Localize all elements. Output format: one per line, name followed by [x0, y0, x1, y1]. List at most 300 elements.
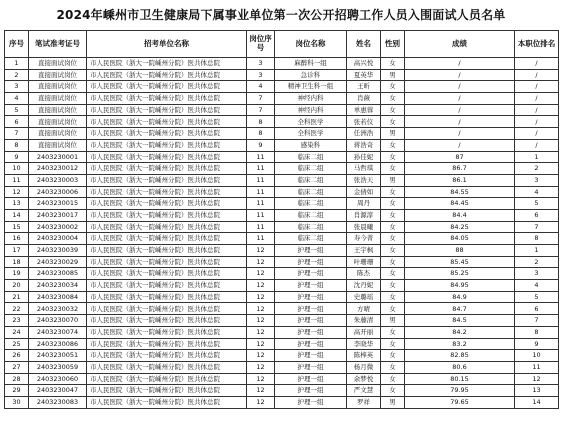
cell-post-name: 临床二组	[275, 209, 347, 221]
cell-rank: 7	[515, 315, 559, 327]
cell-gender: 女	[381, 139, 405, 151]
cell-exam-id: 2403230032	[29, 303, 87, 315]
cell-post-name: 临床二组	[275, 221, 347, 233]
table-row	[5, 268, 559, 280]
cell-unit: 市人民医院（浙大一院嵊州分院）医共体总院	[87, 361, 247, 373]
cell-rank: 3	[515, 174, 559, 186]
cell-gender: 男	[381, 128, 405, 140]
cell-post-no: 12	[247, 303, 275, 315]
cell-gender: 女	[381, 361, 405, 373]
document-title: 2024年嵊州市卫生健康局下属事业单位第一次公开招聘工作人员入围面试人员名单	[56, 8, 506, 22]
cell-index: 19	[5, 268, 29, 280]
cell-score: 80.15	[405, 373, 515, 385]
table-row	[5, 116, 559, 128]
table-row	[5, 256, 559, 268]
cell-post-name: 全科医学	[275, 128, 347, 140]
cell-score: 84.25	[405, 221, 515, 233]
table-row	[5, 373, 559, 385]
cell-index: 5	[5, 104, 29, 116]
cell-name: 杨月微	[347, 361, 381, 373]
cell-gender: 女	[381, 373, 405, 385]
cell-post-no: 9	[247, 139, 275, 151]
cell-rank: 4	[515, 280, 559, 292]
cell-score: 79.95	[405, 385, 515, 397]
cell-name: 王昕	[347, 81, 381, 93]
cell-exam-id: 直接面试岗位	[29, 81, 87, 93]
cell-post-name: 急诊科	[275, 69, 347, 81]
cell-unit: 市人民医院（浙大一院嵊州分院）医共体总院	[87, 373, 247, 385]
table-row	[5, 58, 559, 70]
table-row	[5, 233, 559, 245]
cell-rank: 12	[515, 373, 559, 385]
cell-index: 9	[5, 151, 29, 163]
cell-rank: 6	[515, 209, 559, 221]
cell-rank: /	[515, 58, 559, 70]
cell-index: 6	[5, 116, 29, 128]
cell-exam-id: 直接面试岗位	[29, 116, 87, 128]
cell-gender: 女	[381, 256, 405, 268]
cell-rank: 7	[515, 221, 559, 233]
cell-index: 14	[5, 209, 29, 221]
cell-post-name: 全科医学	[275, 116, 347, 128]
cell-rank: /	[515, 116, 559, 128]
table-row	[5, 81, 559, 93]
table-row	[5, 163, 559, 175]
cell-unit: 市人民医院（浙大一院嵊州分院）医共体总院	[87, 396, 247, 408]
cell-exam-id: 2403230070	[29, 315, 87, 327]
table-row	[5, 385, 559, 397]
cell-name: 张晨曦	[347, 221, 381, 233]
cell-post-no: 11	[247, 174, 275, 186]
table-row	[5, 186, 559, 198]
cell-index: 29	[5, 385, 29, 397]
cell-unit: 市人民医院（浙大一院嵊州分院）医共体总院	[87, 338, 247, 350]
cell-exam-id: 直接面试岗位	[29, 58, 87, 70]
cell-exam-id: 2403230003	[29, 174, 87, 186]
cell-index: 8	[5, 139, 29, 151]
cell-gender: 女	[381, 81, 405, 93]
cell-index: 26	[5, 350, 29, 362]
cell-score: /	[405, 104, 515, 116]
cell-name: 金倩如	[347, 186, 381, 198]
cell-name: 朱藤清	[347, 315, 381, 327]
cell-post-name: 神经内科	[275, 104, 347, 116]
cell-rank: /	[515, 81, 559, 93]
cell-unit: 市人民医院（浙大一院嵊州分院）医共体总院	[87, 151, 247, 163]
header-name: 姓名	[347, 31, 381, 58]
cell-name: 夏英华	[347, 69, 381, 81]
cell-index: 25	[5, 338, 29, 350]
cell-score: 84.7	[405, 303, 515, 315]
cell-unit: 市人民医院（浙大一院嵊州分院）医共体总院	[87, 350, 247, 362]
table-row	[5, 198, 559, 210]
cell-rank: 14	[515, 396, 559, 408]
header-post-no: 岗位序号	[247, 31, 275, 58]
cell-name: 史璐瑶	[347, 291, 381, 303]
cell-name: 马哲琪	[347, 163, 381, 175]
cell-exam-id: 直接面试岗位	[29, 93, 87, 105]
cell-gender: 女	[381, 58, 405, 70]
cell-name: 李晓华	[347, 338, 381, 350]
cell-rank: 5	[515, 291, 559, 303]
cell-post-name: 护理一组	[275, 373, 347, 385]
cell-rank: 1	[515, 151, 559, 163]
cell-name: 张浩天	[347, 174, 381, 186]
table-body	[5, 58, 559, 409]
cell-index: 21	[5, 291, 29, 303]
cell-post-name: 护理一组	[275, 245, 347, 257]
cell-rank: 2	[515, 256, 559, 268]
cell-index: 2	[5, 69, 29, 81]
cell-gender: 女	[381, 338, 405, 350]
cell-gender: 女	[381, 350, 405, 362]
cell-rank: 9	[515, 338, 559, 350]
cell-gender: 男	[381, 69, 405, 81]
cell-post-name: 临床二组	[275, 151, 347, 163]
cell-exam-id: 2403230060	[29, 373, 87, 385]
cell-rank: 6	[515, 303, 559, 315]
cell-score: 88	[405, 245, 515, 257]
cell-name: 余梦悦	[347, 373, 381, 385]
cell-rank: 8	[515, 326, 559, 338]
cell-name: 张若仪	[347, 116, 381, 128]
cell-score: 83.2	[405, 338, 515, 350]
table-row	[5, 361, 559, 373]
cell-gender: 女	[381, 163, 405, 175]
cell-unit: 市人民医院（浙大一院嵊州分院）医共体总院	[87, 104, 247, 116]
cell-name: 任洲浩	[347, 128, 381, 140]
cell-exam-id: 2403230085	[29, 268, 87, 280]
header-unit: 招考单位名称	[87, 31, 247, 58]
cell-name: 陈杰	[347, 268, 381, 280]
cell-score: 86.1	[405, 174, 515, 186]
cell-unit: 市人民医院（浙大一院嵊州分院）医共体总院	[87, 315, 247, 327]
cell-gender: 女	[381, 151, 405, 163]
cell-index: 1	[5, 58, 29, 70]
cell-score: 85.25	[405, 268, 515, 280]
cell-exam-id: 2403230012	[29, 163, 87, 175]
cell-post-no: 11	[247, 198, 275, 210]
table-row	[5, 350, 559, 362]
cell-exam-id: 直接面试岗位	[29, 69, 87, 81]
cell-exam-id: 直接面试岗位	[29, 139, 87, 151]
cell-name: 沈丹妮	[347, 280, 381, 292]
table-row	[5, 69, 559, 81]
header-gender: 性别	[381, 31, 405, 58]
cell-unit: 市人民医院（浙大一院嵊州分院）医共体总院	[87, 303, 247, 315]
cell-post-name: 护理一组	[275, 385, 347, 397]
cell-exam-id: 2403230029	[29, 256, 87, 268]
cell-name: 严文慧	[347, 385, 381, 397]
cell-gender: 女	[381, 303, 405, 315]
cell-post-no: 3	[247, 58, 275, 70]
cell-post-no: 3	[247, 69, 275, 81]
cell-post-no: 12	[247, 373, 275, 385]
cell-post-no: 12	[247, 268, 275, 280]
cell-score: /	[405, 128, 515, 140]
cell-index: 16	[5, 233, 29, 245]
cell-gender: 女	[381, 280, 405, 292]
cell-rank: /	[515, 128, 559, 140]
cell-index: 12	[5, 186, 29, 198]
cell-post-name: 护理一组	[275, 361, 347, 373]
cell-post-name: 感染科	[275, 139, 347, 151]
cell-post-no: 12	[247, 338, 275, 350]
header-exam-id: 笔试准考证号	[29, 31, 87, 58]
cell-post-no: 12	[247, 385, 275, 397]
cell-gender: 女	[381, 186, 405, 198]
cell-post-name: 护理一组	[275, 280, 347, 292]
cell-score: 84.55	[405, 186, 515, 198]
cell-unit: 市人民医院（浙大一院嵊州分院）医共体总院	[87, 280, 247, 292]
cell-gender: 女	[381, 198, 405, 210]
cell-post-no: 12	[247, 350, 275, 362]
cell-index: 4	[5, 93, 29, 105]
cell-index: 24	[5, 326, 29, 338]
cell-unit: 市人民医院（浙大一院嵊州分院）医共体总院	[87, 58, 247, 70]
cell-gender: 男	[381, 174, 405, 186]
cell-unit: 市人民医院（浙大一院嵊州分院）医共体总院	[87, 256, 247, 268]
cell-index: 20	[5, 280, 29, 292]
cell-post-name: 临床二组	[275, 163, 347, 175]
cell-score: /	[405, 93, 515, 105]
cell-post-name: 神经内科	[275, 93, 347, 105]
cell-unit: 市人民医院（浙大一院嵊州分院）医共体总院	[87, 128, 247, 140]
cell-name: 高开丽	[347, 326, 381, 338]
table-row	[5, 139, 559, 151]
cell-unit: 市人民医院（浙大一院嵊州分院）医共体总院	[87, 69, 247, 81]
cell-name: 高兴悦	[347, 58, 381, 70]
cell-post-name: 护理一组	[275, 315, 347, 327]
cell-unit: 市人民医院（浙大一院嵊州分院）医共体总院	[87, 326, 247, 338]
cell-score: /	[405, 58, 515, 70]
cell-gender: 女	[381, 209, 405, 221]
cell-post-no: 12	[247, 280, 275, 292]
cell-post-name: 临床二组	[275, 174, 347, 186]
table-row	[5, 315, 559, 327]
cell-exam-id: 直接面试岗位	[29, 104, 87, 116]
cell-exam-id: 2403230084	[29, 291, 87, 303]
cell-exam-id: 2403230006	[29, 186, 87, 198]
cell-post-no: 12	[247, 245, 275, 257]
cell-post-no: 11	[247, 151, 275, 163]
cell-rank: 13	[515, 385, 559, 397]
cell-unit: 市人民医院（浙大一院嵊州分院）医共体总院	[87, 209, 247, 221]
cell-post-name: 护理一组	[275, 291, 347, 303]
cell-score: 84.2	[405, 326, 515, 338]
cell-name: 肖薇	[347, 93, 381, 105]
cell-post-no: 12	[247, 396, 275, 408]
cell-score: 84.5	[405, 315, 515, 327]
cell-name: 蒋浩奇	[347, 139, 381, 151]
cell-score: 84.9	[405, 291, 515, 303]
cell-score: 86.7	[405, 163, 515, 175]
cell-post-name: 精神卫生科一组	[275, 81, 347, 93]
cell-index: 23	[5, 315, 29, 327]
cell-exam-id: 2403230039	[29, 245, 87, 257]
table-row	[5, 104, 559, 116]
table-row	[5, 326, 559, 338]
cell-score: 84.45	[405, 198, 515, 210]
cell-exam-id: 2403230074	[29, 326, 87, 338]
table-row	[5, 128, 559, 140]
cell-index: 22	[5, 303, 29, 315]
cell-unit: 市人民医院（浙大一院嵊州分院）医共体总院	[87, 245, 247, 257]
cell-index: 30	[5, 396, 29, 408]
cell-gender: 男	[381, 396, 405, 408]
cell-exam-id: 2403230047	[29, 385, 87, 397]
cell-post-no: 12	[247, 361, 275, 373]
cell-post-no: 12	[247, 326, 275, 338]
table-row	[5, 93, 559, 105]
cell-unit: 市人民医院（浙大一院嵊州分院）医共体总院	[87, 139, 247, 151]
cell-unit: 市人民医院（浙大一院嵊州分院）医共体总院	[87, 198, 247, 210]
cell-exam-id: 直接面试岗位	[29, 128, 87, 140]
cell-exam-id: 2403230034	[29, 280, 87, 292]
cell-post-name: 护理一组	[275, 303, 347, 315]
cell-rank: /	[515, 93, 559, 105]
cell-name: 罗祥	[347, 396, 381, 408]
cell-gender: 女	[381, 221, 405, 233]
cell-score: /	[405, 81, 515, 93]
cell-rank: /	[515, 69, 559, 81]
cell-score: 82.85	[405, 350, 515, 362]
cell-post-name: 护理一组	[275, 396, 347, 408]
cell-score: /	[405, 116, 515, 128]
cell-gender: 女	[381, 291, 405, 303]
cell-post-name: 临床二组	[275, 198, 347, 210]
cell-name: 王宇枫	[347, 245, 381, 257]
cell-unit: 市人民医院（浙大一院嵊州分院）医共体总院	[87, 268, 247, 280]
cell-index: 27	[5, 361, 29, 373]
cell-score: 85.45	[405, 256, 515, 268]
cell-rank: /	[515, 104, 559, 116]
cell-post-name: 护理一组	[275, 338, 347, 350]
candidates-table	[4, 30, 559, 409]
cell-index: 28	[5, 373, 29, 385]
cell-gender: 女	[381, 93, 405, 105]
cell-score: 84.95	[405, 280, 515, 292]
cell-gender: 女	[381, 233, 405, 245]
cell-score: /	[405, 139, 515, 151]
cell-post-name: 临床二组	[275, 186, 347, 198]
cell-unit: 市人民医院（浙大一院嵊州分院）医共体总院	[87, 385, 247, 397]
cell-post-no: 11	[247, 163, 275, 175]
cell-score: /	[405, 69, 515, 81]
cell-index: 3	[5, 81, 29, 93]
header-index: 序号	[5, 31, 29, 58]
header-score: 成绩	[405, 31, 515, 58]
cell-unit: 市人民医院（浙大一院嵊州分院）医共体总院	[87, 221, 247, 233]
cell-post-no: 12	[247, 315, 275, 327]
cell-post-no: 8	[247, 116, 275, 128]
cell-unit: 市人民医院（浙大一院嵊州分院）医共体总院	[87, 163, 247, 175]
cell-name: 肖源淳	[347, 209, 381, 221]
cell-index: 15	[5, 221, 29, 233]
cell-unit: 市人民医院（浙大一院嵊州分院）医共体总院	[87, 233, 247, 245]
cell-score: 79.65	[405, 396, 515, 408]
cell-gender: 女	[381, 326, 405, 338]
cell-post-no: 11	[247, 233, 275, 245]
cell-score: 84.4	[405, 209, 515, 221]
cell-unit: 市人民医院（浙大一院嵊州分院）医共体总院	[87, 186, 247, 198]
cell-exam-id: 2403230001	[29, 151, 87, 163]
cell-rank: 11	[515, 361, 559, 373]
header-post-name: 岗位名称	[275, 31, 347, 58]
cell-index: 17	[5, 245, 29, 257]
cell-rank: 8	[515, 233, 559, 245]
cell-post-no: 11	[247, 209, 275, 221]
cell-exam-id: 2403230017	[29, 209, 87, 221]
table-row	[5, 303, 559, 315]
cell-gender: 女	[381, 245, 405, 257]
cell-index: 7	[5, 128, 29, 140]
cell-post-no: 11	[247, 221, 275, 233]
cell-post-name: 护理一组	[275, 350, 347, 362]
table-row	[5, 280, 559, 292]
cell-name: 方晴	[347, 303, 381, 315]
cell-index: 11	[5, 174, 29, 186]
cell-post-no: 7	[247, 93, 275, 105]
table-row	[5, 396, 559, 408]
cell-name: 陈棒英	[347, 350, 381, 362]
cell-post-no: 12	[247, 256, 275, 268]
table-row	[5, 245, 559, 257]
cell-exam-id: 2403230083	[29, 396, 87, 408]
cell-gender: 男	[381, 315, 405, 327]
cell-name: 孙佳妮	[347, 151, 381, 163]
cell-rank: 5	[515, 198, 559, 210]
cell-post-no: 7	[247, 104, 275, 116]
cell-gender: 女	[381, 268, 405, 280]
cell-index: 10	[5, 163, 29, 175]
cell-post-name: 护理一组	[275, 256, 347, 268]
cell-unit: 市人民医院（浙大一院嵊州分院）医共体总院	[87, 93, 247, 105]
table-row	[5, 221, 559, 233]
header-rank: 本职位排名	[515, 31, 559, 58]
cell-exam-id: 2403230004	[29, 233, 87, 245]
cell-post-name: 麻醉科一组	[275, 58, 347, 70]
cell-name: 叶珊珊	[347, 256, 381, 268]
cell-score: 80.6	[405, 361, 515, 373]
cell-name: 周丹	[347, 198, 381, 210]
cell-post-no: 12	[247, 291, 275, 303]
cell-gender: 女	[381, 104, 405, 116]
cell-post-name: 护理一组	[275, 268, 347, 280]
cell-exam-id: 2403230059	[29, 361, 87, 373]
table-header-row	[5, 31, 559, 58]
cell-name: 寿今菁	[347, 233, 381, 245]
cell-exam-id: 2403230086	[29, 338, 87, 350]
cell-rank: 3	[515, 268, 559, 280]
cell-rank: 2	[515, 163, 559, 175]
table-row	[5, 209, 559, 221]
cell-index: 18	[5, 256, 29, 268]
cell-unit: 市人民医院（浙大一院嵊州分院）医共体总院	[87, 116, 247, 128]
table-row	[5, 338, 559, 350]
cell-post-no: 8	[247, 128, 275, 140]
cell-unit: 市人民医院（浙大一院嵊州分院）医共体总院	[87, 81, 247, 93]
cell-gender: 女	[381, 385, 405, 397]
cell-post-name: 临床二组	[275, 233, 347, 245]
cell-rank: 10	[515, 350, 559, 362]
cell-rank: /	[515, 139, 559, 151]
cell-name: 单惠蓉	[347, 104, 381, 116]
cell-index: 13	[5, 198, 29, 210]
cell-score: 84.05	[405, 233, 515, 245]
cell-post-no: 4	[247, 81, 275, 93]
cell-unit: 市人民医院（浙大一院嵊州分院）医共体总院	[87, 291, 247, 303]
